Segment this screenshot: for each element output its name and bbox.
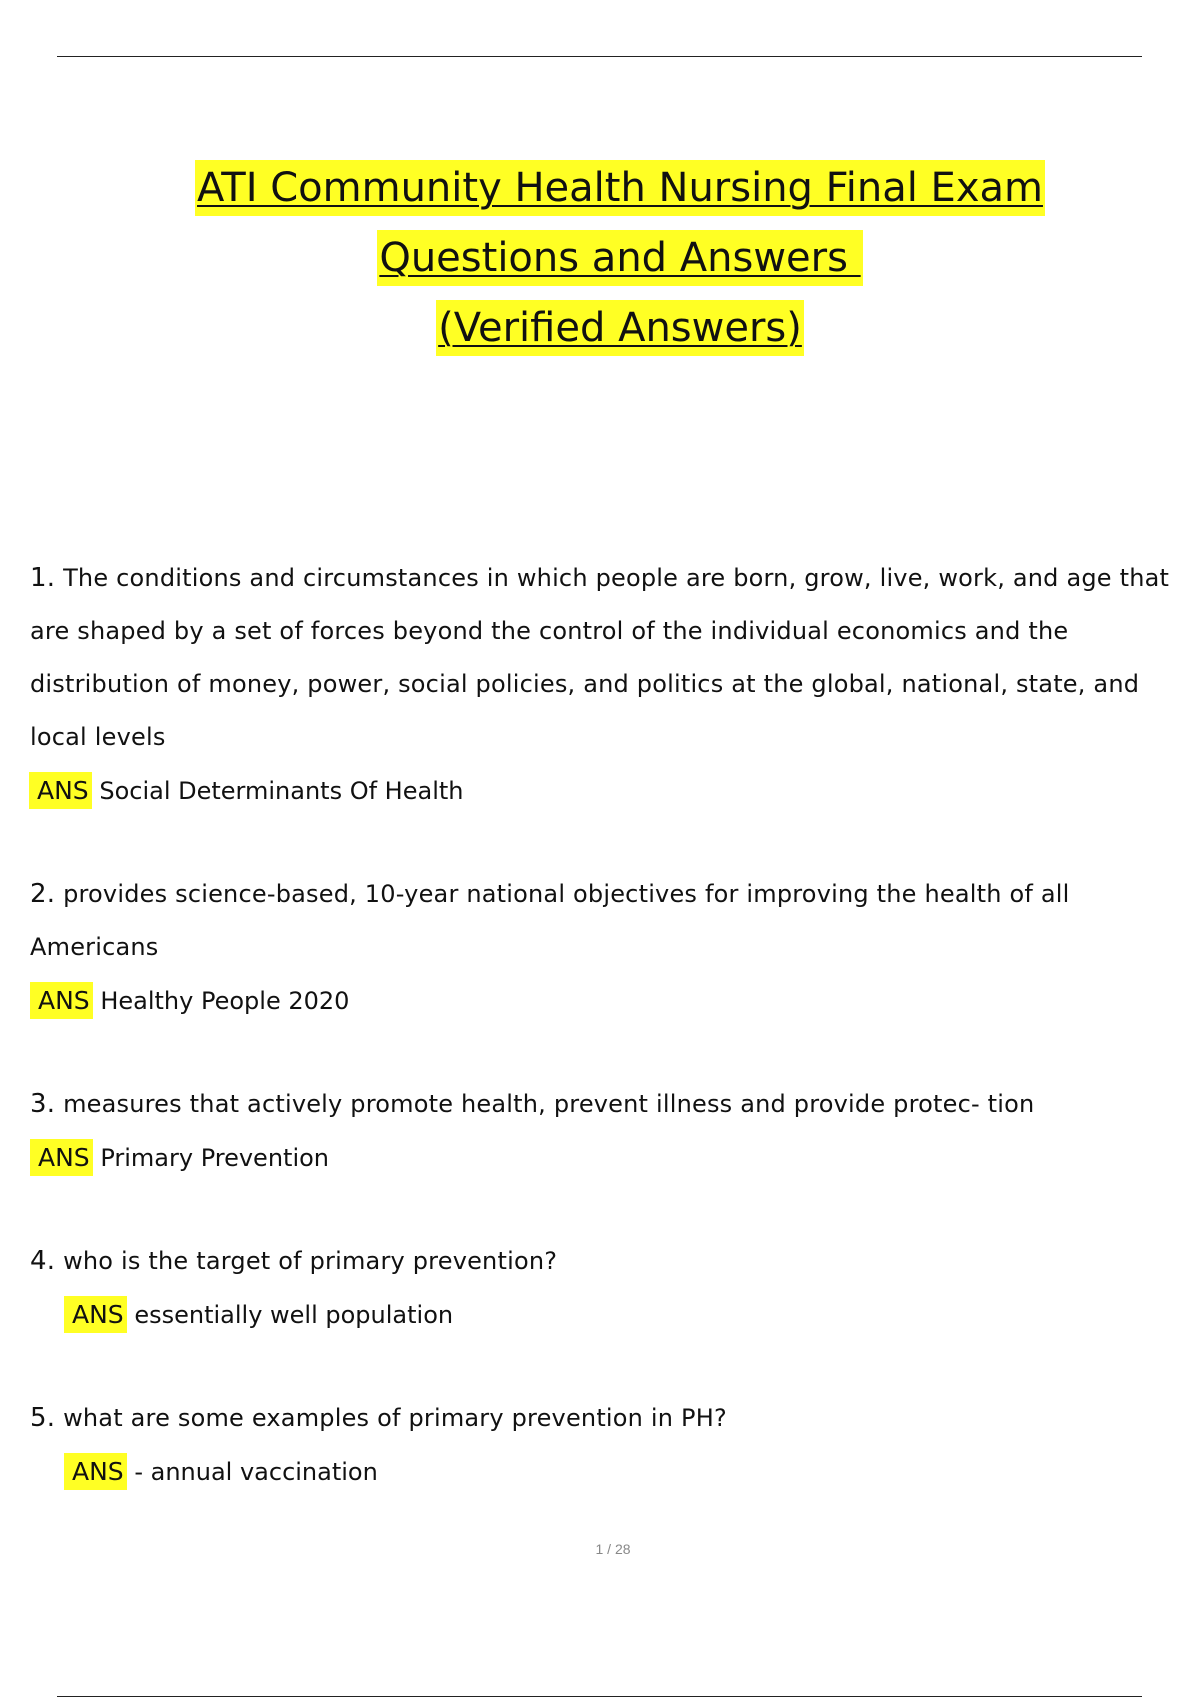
question-4: [30, 1235, 1180, 1342]
question-body: measures that actively promote health, prevent illness and provide protec- tion: [63, 1090, 1035, 1118]
answer-line: [30, 1288, 1180, 1342]
question-number: 4.: [30, 1246, 56, 1276]
answer-label: ANS: [30, 982, 93, 1019]
question-body: The conditions and circumstances in which people are born, grow, live, work, and age that are shaped by a set of forces beyond the control of the individual economics and the distribution of money, power, social policies, and politics at the global, national, state, and local levels: [30, 564, 1170, 751]
question-number: 5.: [30, 1403, 56, 1433]
question-number: 3.: [30, 1089, 56, 1119]
document-title: [0, 160, 1200, 370]
question-number: 1.: [30, 563, 56, 593]
title-line-2: Questions and Answers: [377, 230, 862, 286]
question-number: 2.: [30, 879, 56, 909]
title-line-3: (Verified Answers): [436, 300, 804, 356]
answer-text: Social Determinants Of Health: [99, 777, 464, 805]
answer-text: essentially well population: [134, 1301, 454, 1329]
question-2: [30, 868, 1180, 1028]
question-3: [30, 1078, 1180, 1185]
question-text: [30, 1392, 1180, 1445]
question-text: [30, 1078, 1180, 1131]
answer-line: [30, 974, 1180, 1028]
answer-label: ANS: [64, 1453, 127, 1490]
top-rule: [57, 56, 1142, 57]
answer-text: - annual vaccination: [134, 1458, 378, 1486]
question-text: [30, 1235, 1180, 1288]
question-body: who is the target of primary prevention?: [63, 1247, 558, 1275]
answer-line: [30, 1131, 1180, 1185]
question-body: what are some examples of primary prevention in PH?: [63, 1404, 727, 1432]
question-1: [30, 552, 1180, 818]
answer-label: ANS: [64, 1296, 127, 1333]
answer-line: [30, 1445, 1180, 1499]
question-text: [30, 868, 1180, 974]
question-list: [30, 552, 1180, 1533]
question-5: [30, 1392, 1180, 1499]
answer-text: Healthy People 2020: [100, 987, 350, 1015]
title-line-1: ATI Community Health Nursing Final Exam: [195, 160, 1045, 216]
answer-label: ANS: [29, 772, 92, 809]
page-indicator: 1 / 28: [595, 1541, 631, 1557]
question-body: provides science-based, 10-year national objectives for improving the health of all Americans: [30, 880, 1070, 961]
question-text: [30, 552, 1180, 764]
bottom-rule: [57, 1696, 1142, 1697]
answer-line: [29, 764, 1180, 818]
answer-label: ANS: [30, 1139, 93, 1176]
answer-text: Primary Prevention: [100, 1144, 330, 1172]
